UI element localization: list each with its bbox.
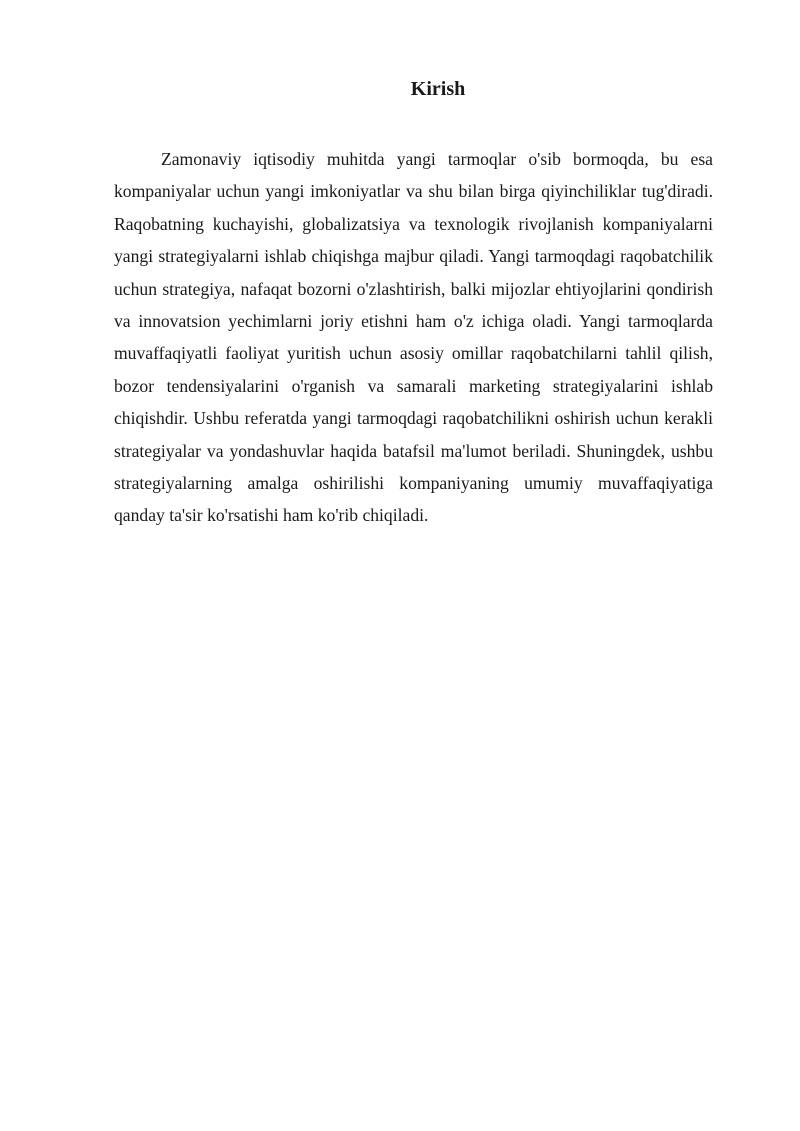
intro-paragraph: Zamonaviy iqtisodiy muhitda yangi tarmoqlar o'sib bormoqda, bu esa kompaniyalar uchun yangi imkoniyatlar va shu bilan birga qiyinchiliklar tug'diradi. Raqobatning kuchayishi, globalizatsiya va texnologik rivojlanish kompaniyalarni yangi strategiyalarni ishlab chiqishga majbur qiladi. Yangi tarmoqdagi raqobatchilik uchun strategiya, nafaqat bozorni o'zlashtirish, balki mijozlar ehtiyojlarini qondirish va innovatsion yechimlarni joriy etishni ham o'z ichiga oladi. Yangi tarmoqlarda muvaffaqiyatli faoliyat yuritish uchun asosiy omillar raqobatchilarni tahlil qilish, bozor tendensiyalarini o'rganish va samarali marketing strategiyalarini ishlab chiqishdir. Ushbu referatda yangi tarmoqdagi raqobatchilikni oshirish uchun kerakli strategiyalar va yondashuvlar haqida batafsil ma'lumot beriladi. Shuningdek, ushbu strategiyalarning amalga oshirilishi kompaniyaning umumiy muvaffaqiyatiga qanday ta'sir ko'rsatishi ham ko'rib chiqiladi.: [114, 149, 713, 526]
page-title: Kirish: [410, 78, 466, 100]
